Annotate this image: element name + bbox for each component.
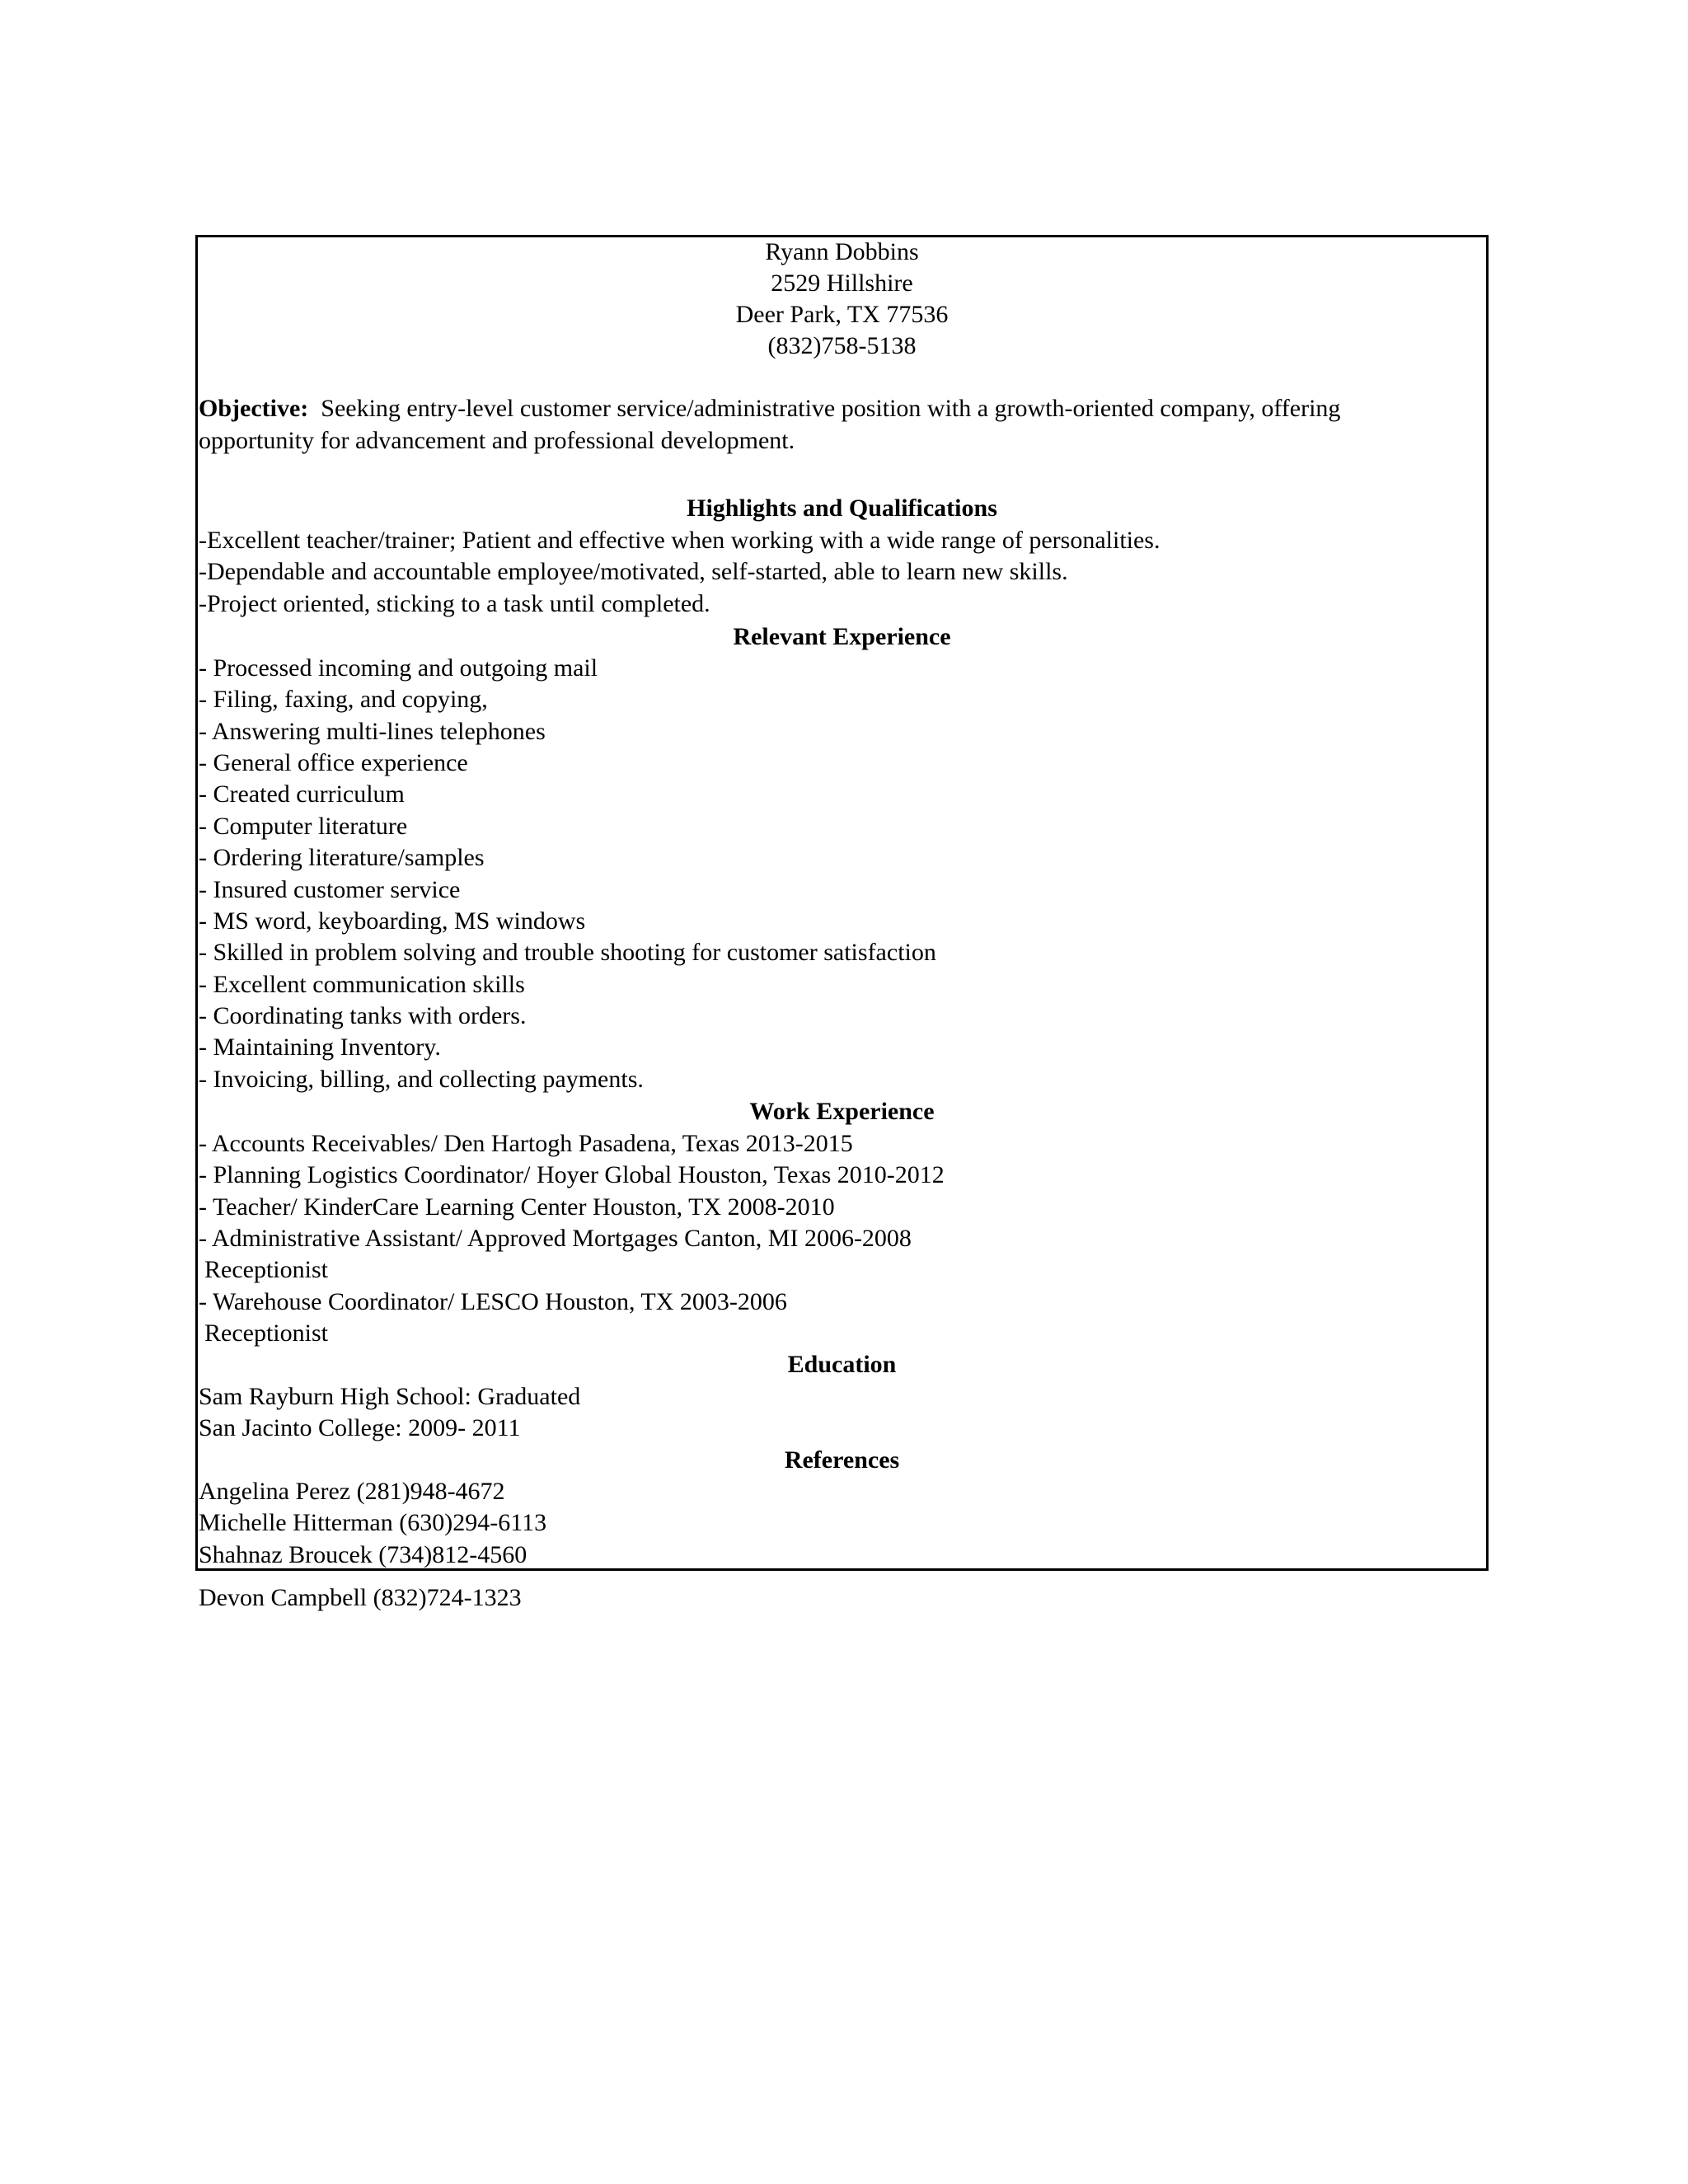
education-item: San Jacinto College: 2009- 2011 (199, 1414, 521, 1441)
relevant-experience-item: - Insured customer service (199, 876, 461, 903)
objective-label: Objective: (199, 395, 309, 422)
education-item: Sam Rayburn High School: Graduated (199, 1383, 581, 1410)
relevant-experience-item: - MS word, keyboarding, MS windows (199, 907, 586, 935)
references-heading: References (784, 1446, 900, 1474)
relevant-experience-item: - Filing, faxing, and copying, (199, 686, 488, 713)
candidate-name: Ryann Dobbins (765, 238, 919, 265)
objective-line-2: opportunity for advancement and professional development. (199, 427, 795, 454)
objective-line-1 (199, 393, 1340, 424)
work-experience-item: - Planning Logistics Coordinator/ Hoyer Global Houston, Texas 2010-2012 (199, 1161, 945, 1188)
relevant-experience-item: - Maintaining Inventory. (199, 1033, 441, 1061)
reference-item: Michelle Hitterman (630)294-6113 (199, 1509, 547, 1536)
relevant-experience-item: - Coordinating tanks with orders. (199, 1002, 527, 1029)
education-heading: Education (787, 1351, 897, 1378)
relevant-experience-item: - Excellent communication skills (199, 971, 525, 998)
relevant-experience-item: - General office experience (199, 749, 468, 776)
work-experience-subrole: Receptionist (204, 1319, 328, 1347)
work-experience-subrole: Receptionist (204, 1256, 328, 1283)
highlight-item: -Dependable and accountable employee/motivated, self-started, able to learn new skills. (199, 558, 1068, 585)
work-experience-heading: Work Experience (749, 1098, 935, 1125)
highlight-item: -Excellent teacher/trainer; Patient and effective when working with a wide range of personalities. (199, 527, 1160, 554)
work-experience-item: - Teacher/ KinderCare Learning Center Houston, TX 2008-2010 (199, 1193, 835, 1221)
relevant-experience-item: - Created curriculum (199, 780, 405, 808)
city-state-zip: Deer Park, TX 77536 (735, 301, 949, 328)
reference-item: Devon Campbell (832)724-1323 (199, 1584, 522, 1611)
highlight-item: -Project oriented, sticking to a task until completed. (199, 590, 710, 617)
relevant-experience-item: - Processed incoming and outgoing mail (199, 654, 598, 682)
reference-item: Angelina Perez (281)948-4672 (199, 1478, 505, 1505)
relevant-experience-item: - Invoicing, billing, and collecting payments. (199, 1066, 644, 1093)
objective-text: Seeking entry-level customer service/administrative position with a growth-oriented company, offering (321, 395, 1341, 422)
reference-item: Shahnaz Broucek (734)812-4560 (199, 1541, 528, 1568)
relevant-experience-heading: Relevant Experience (733, 623, 951, 650)
relevant-experience-item: - Skilled in problem solving and trouble shooting for customer satisfaction (199, 939, 936, 966)
work-experience-item: - Warehouse Coordinator/ LESCO Houston, TX 2003-2006 (199, 1288, 787, 1315)
work-experience-item: - Administrative Assistant/ Approved Mortgages Canton, MI 2006-2008 (199, 1225, 912, 1252)
relevant-experience-item: - Answering multi-lines telephones (199, 718, 546, 745)
work-experience-item: - Accounts Receivables/ Den Hartogh Pasadena, Texas 2013-2015 (199, 1130, 853, 1157)
relevant-experience-item: - Computer literature (199, 813, 408, 840)
relevant-experience-item: - Ordering literature/samples (199, 844, 485, 871)
highlights-heading: Highlights and Qualifications (687, 494, 997, 522)
phone-number: (832)758-5138 (767, 332, 917, 359)
street-address: 2529 Hillshire (771, 269, 913, 297)
